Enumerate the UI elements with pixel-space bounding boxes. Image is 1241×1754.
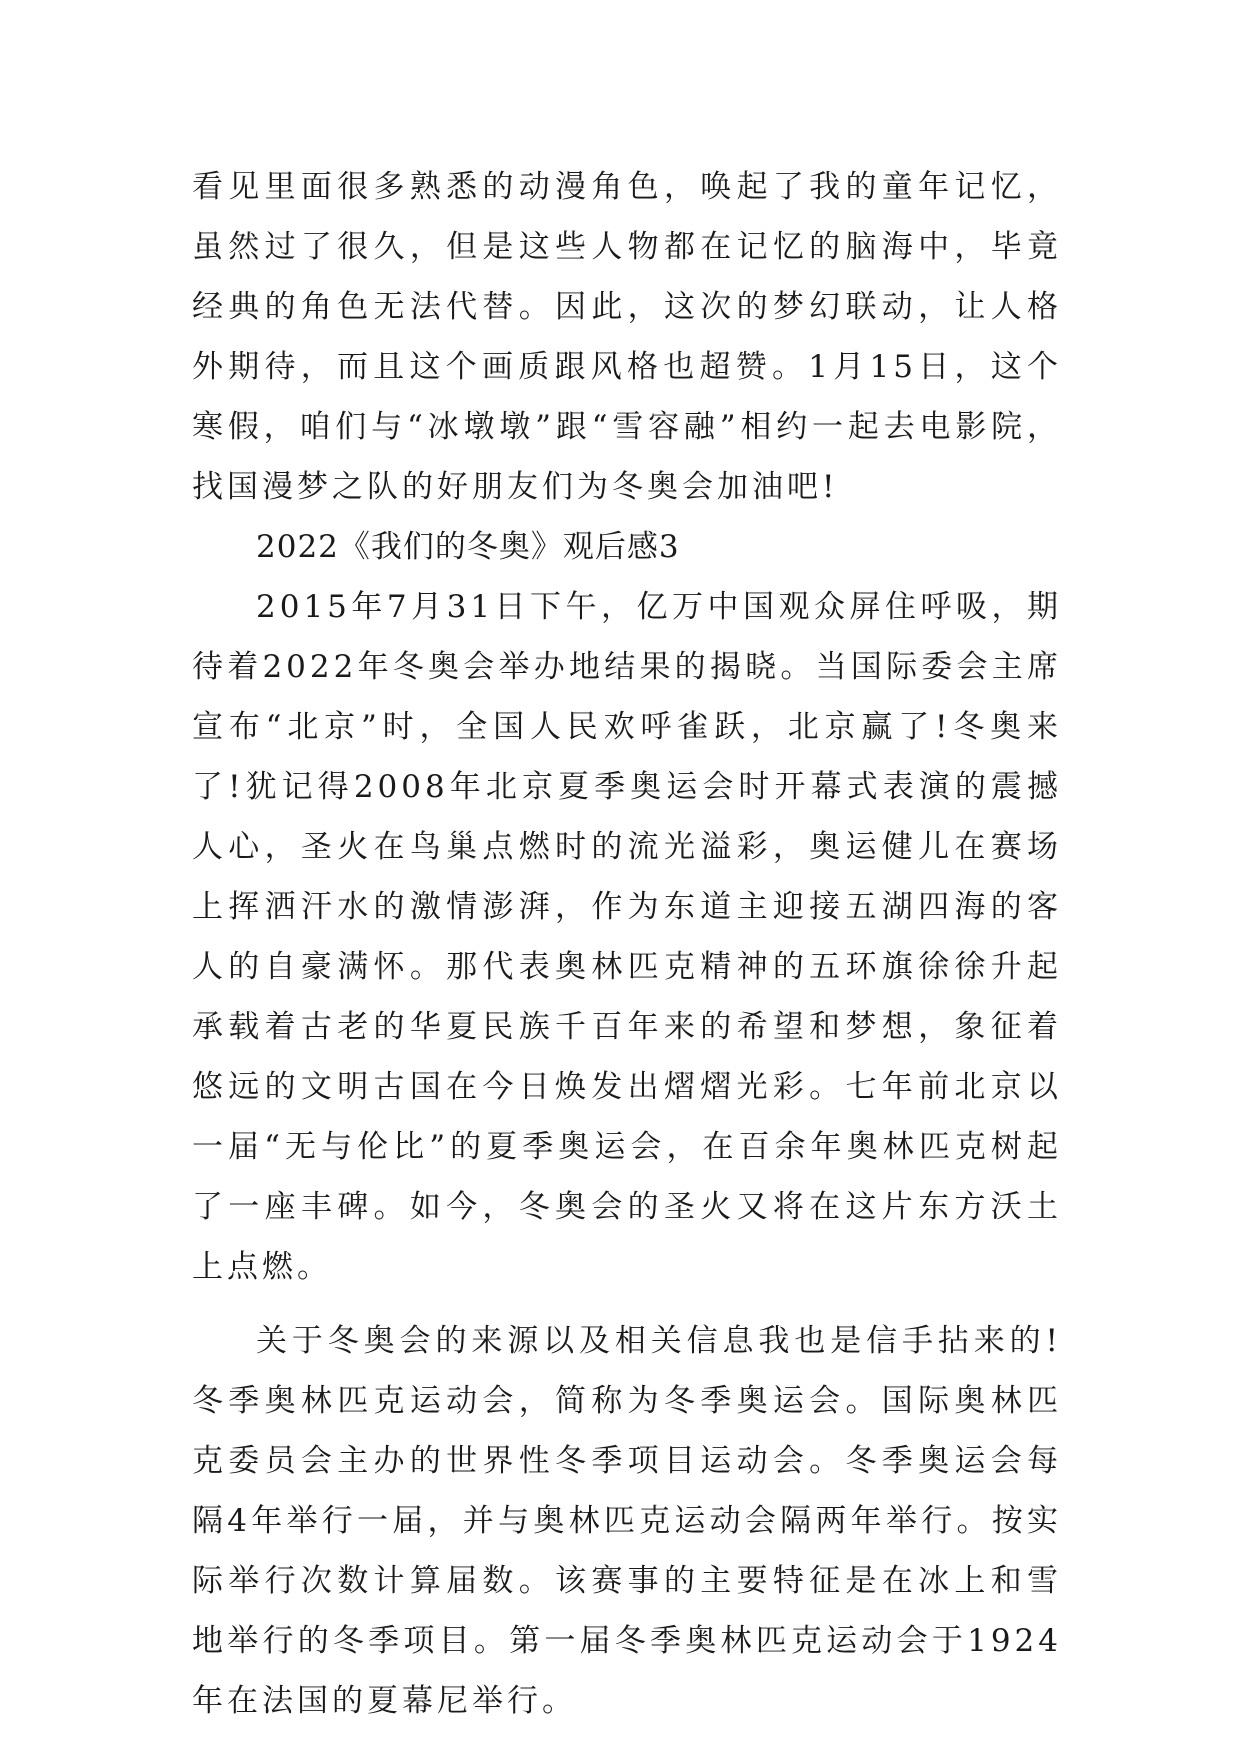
document-page	[192, 157, 1062, 1731]
continued-paragraph: 看见里面很多熟悉的动漫角色，唤起了我的童年记忆，虽然过了很久，但是这些人物都在记忆的脑海中，毕竟经典的角色无法代替。因此，这次的梦幻联动，让人格外期待，而且这个画质跟风格也超赞。1月15日，这个寒假，咱们与“冰墩墩”跟“雪容融”相约一起去电影院，找国漫梦之队的好朋友们为冬奥会加油吧!	[192, 169, 1062, 505]
paragraph-gap	[192, 1297, 1062, 1311]
body-paragraph-2: 关于冬奥会的来源以及相关信息我也是信手拈来的!冬季奥林匹克运动会，简称为冬季奥运会。国际奥林匹克委员会主办的世界性冬季项目运动会。冬季奥运会每隔4年举行一届，并与奥林匹克运动会隔两年举行。按实际举行次数计算届数。该赛事的主要特征是在冰上和雪地举行的冬季项目。第一届冬季奥林匹克运动会于1924年在法国的夏幕尼举行。	[192, 1323, 1062, 1719]
body-paragraph-1: 2015年7月31日下午，亿万中国观众屏住呼吸，期待着2022年冬奥会举办地结果的揭晓。当国际委会主席宣布“北京”时，全国人民欢呼雀跃，北京赢了!冬奥来了!犹记得2008年北京夏季奥运会时开幕式表演的震撼人心，圣火在鸟巢点燃时的流光溢彩，奥运健儿在赛场上挥洒汗水的激情澎湃，作为东道主迎接五湖四海的客人的自豪满怀。那代表奥林匹克精神的五环旗徐徐升起承载着古老的华夏民族千百年来的希望和梦想，象征着悠远的文明古国在今日焕发出熠熠光彩。七年前北京以一届“无与伦比”的夏季奥运会，在百余年奥林匹克树起了一座丰碑。如今，冬奥会的圣火又将在这片东方沃土上点燃。	[192, 589, 1062, 1285]
section-title: 2022《我们的冬奥》观后感3	[256, 529, 680, 565]
